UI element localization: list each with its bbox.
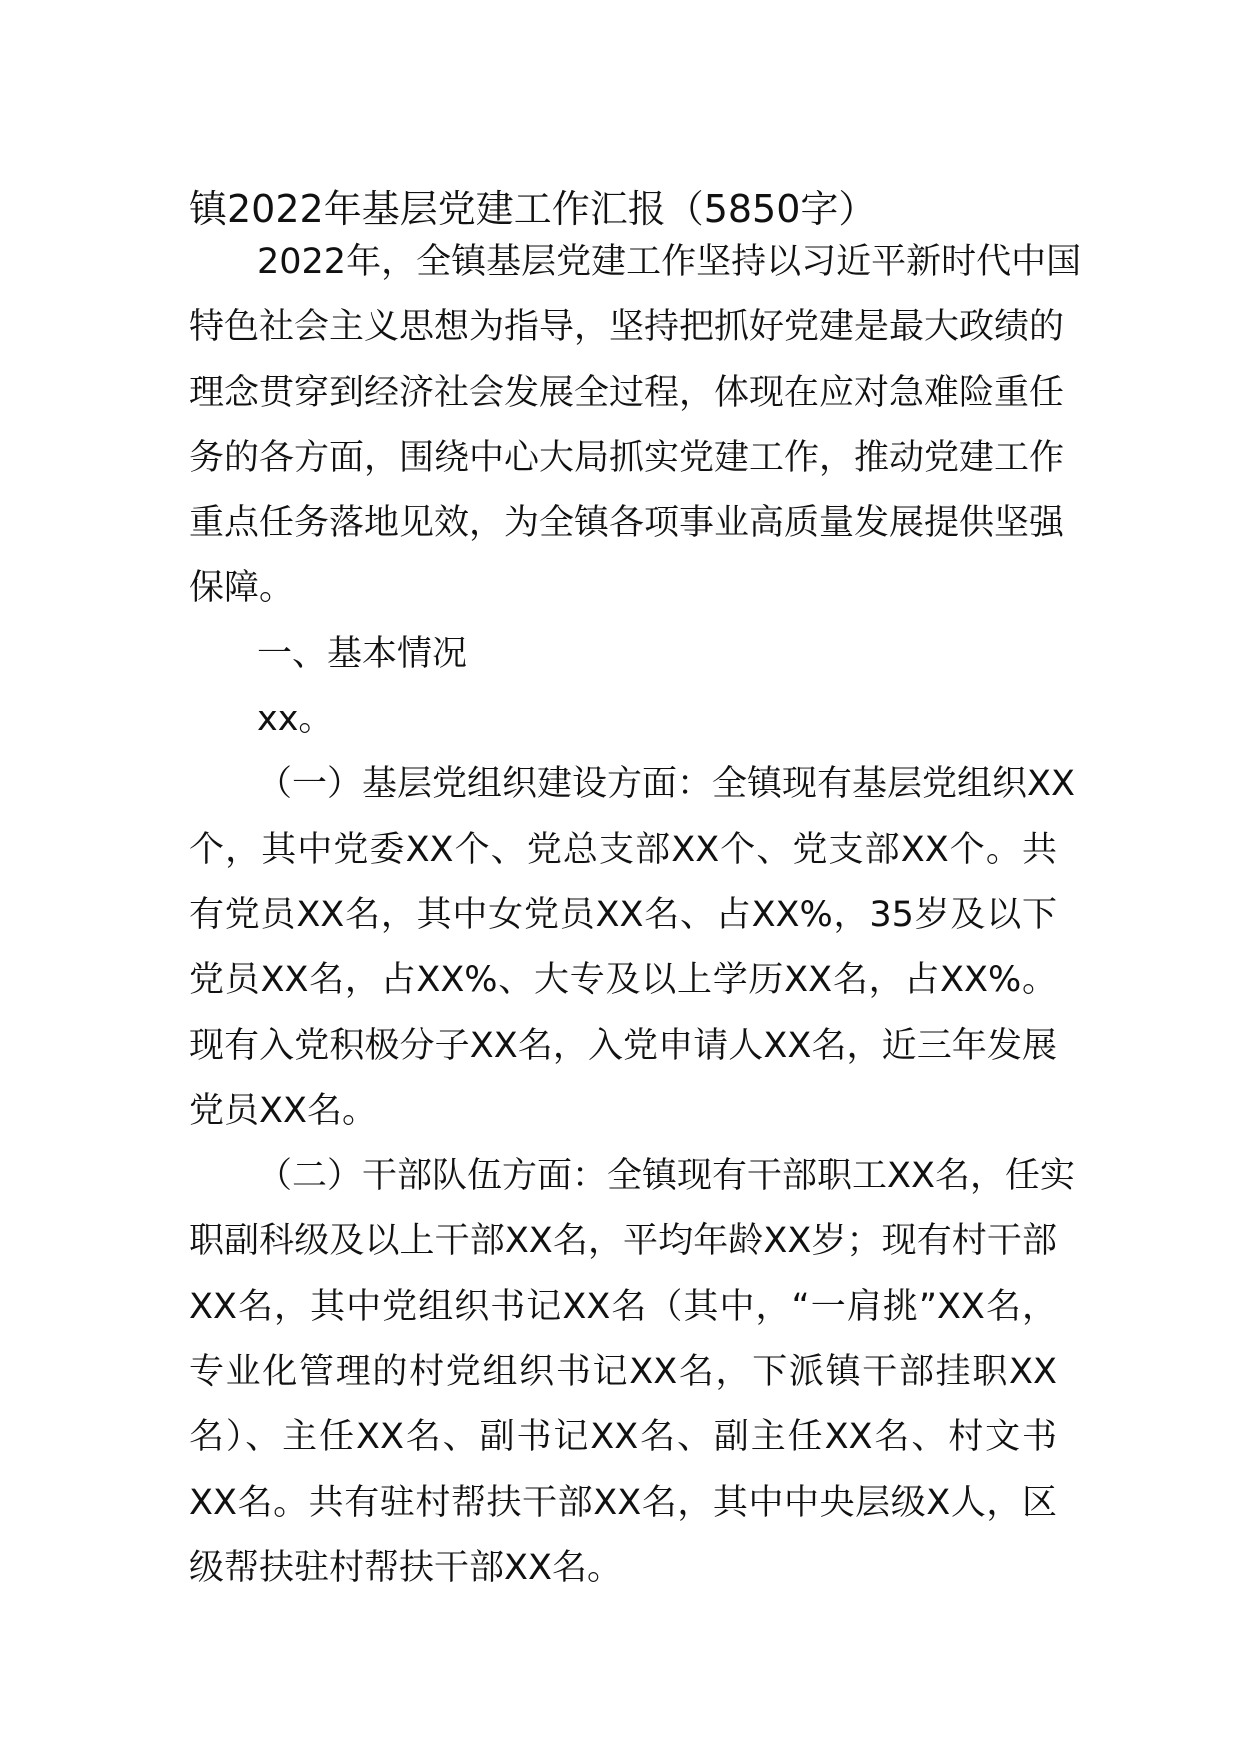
- text-line: 个，其中党委XX个、党总支部XX个、党支部XX个。共: [189, 829, 1057, 870]
- text-line: 一、基本情况: [257, 633, 468, 674]
- paragraph: [189, 759, 1075, 1151]
- text-line: 现有入党积极分子XX名，入党申请人XX名，近三年发展: [189, 1025, 1057, 1066]
- text-line: 务的各方面，围绕中心大局抓实党建工作，推动党建工作: [189, 437, 1065, 478]
- text-line: 2022年，全镇基层党建工作坚持以习近平新时代中国: [257, 242, 1082, 282]
- text-line: 专业化管理的村党组织书记XX名，下派镇干部挂职XX: [189, 1352, 1057, 1393]
- text-line: XX名，其中党组织书记XX名（其中，“一肩挑”XX名，: [189, 1286, 1057, 1327]
- document-body: [189, 237, 1082, 1608]
- text-line: （一）基层党组织建设方面：全镇现有基层党组织XX: [257, 764, 1075, 805]
- paragraph: [189, 694, 1057, 759]
- paragraph: [189, 237, 1082, 629]
- text-line: 特色社会主义思想为指导，坚持把抓好党建是最大政绩的: [189, 307, 1065, 348]
- text-line: xx。: [257, 699, 334, 740]
- paragraph: [189, 629, 1057, 694]
- paragraph: [189, 1151, 1075, 1608]
- text-line: 重点任务落地见效，为全镇各项事业高质量发展提供坚强: [189, 503, 1065, 544]
- text-line: 名）、主任XX名、副书记XX名、副主任XX名、村文书: [189, 1417, 1057, 1458]
- text-line: 党员XX名。: [189, 1090, 377, 1131]
- text-line: 有党员XX名，其中女党员XX名、占XX%，35岁及以下: [189, 894, 1057, 935]
- text-line: 级帮扶驻村帮扶干部XX名。: [189, 1547, 622, 1588]
- document-title: 镇2022年基层党建工作汇报（5850字）: [189, 187, 877, 231]
- text-line: 理念贯穿到经济社会发展全过程，体现在应对急难险重任: [189, 372, 1065, 413]
- text-line: 保障。: [189, 568, 295, 609]
- text-line: 职副科级及以上干部XX名，平均年龄XX岁；现有村干部: [189, 1221, 1057, 1262]
- text-line: XX名。共有驻村帮扶干部XX名，其中中央层级X人，区: [189, 1482, 1057, 1523]
- text-line: 党员XX名，占XX%、大专及以上学历XX名，占XX%。: [189, 960, 1057, 1001]
- text-line: （二）干部队伍方面：全镇现有干部职工XX名，任实: [257, 1156, 1075, 1197]
